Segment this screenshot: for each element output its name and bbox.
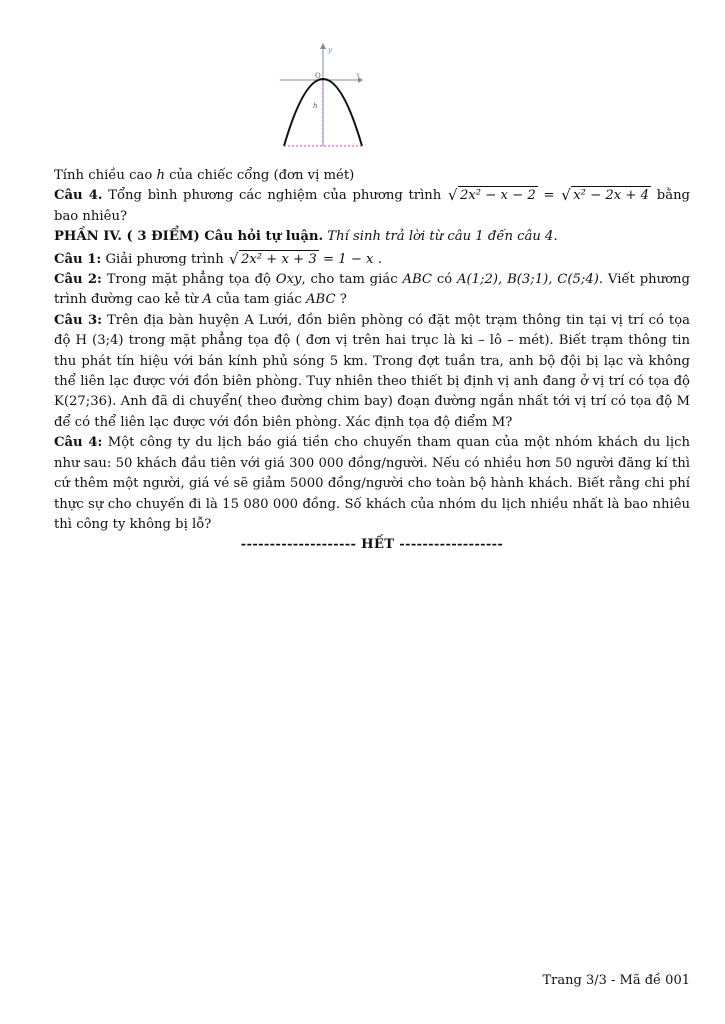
question-label: Câu 4: (54, 435, 103, 451)
question-text: Giải phương trình (101, 251, 228, 267)
equals-sign: = (537, 188, 561, 204)
document-body (54, 166, 690, 556)
question-text: Trên địa bàn huyện A Lưới, đồn biên phòng có đặt một trạm thông tin tại vị trí có tọa độ H (3;4) trong mặt phẳng tọa độ ( đơn vị trên hai trục là ki – lô – mét). Biết trạm thông tin thu phát tín hiệu với bán kính phủ sóng 5 km. Trong đợt tuần tra, anh bộ đội bị lạc và không thể liên lạc được với đồn biên phòng. Tuy nhiên theo thiết bị định vị anh đang ở vị trí có tọa độ K(27;36). Anh đã di chuyển( theo đường chim bay) đoạn đường ngắn nhất tới vị trí có tọa độ M để có thể liên lạc được với đồn biên phòng. Xác định tọa độ điểm M? (54, 312, 690, 430)
triangle-symbol: ABC (305, 292, 336, 308)
y-axis-arrow (320, 43, 326, 49)
x-axis-label: x (356, 71, 360, 79)
question-label: Câu 3: (54, 312, 103, 328)
sqrt-expression-2: √ x² − 2x + 4 (562, 186, 651, 206)
pre-text: Tính chiều cao (54, 168, 157, 183)
height-label: h (313, 102, 318, 110)
equation-rhs: = 1 − x (318, 251, 374, 267)
sqrt-expression: √ 2x² + x + 3 (230, 250, 319, 270)
parabola-figure (270, 40, 380, 152)
oxy-symbol: Oxy (275, 272, 302, 288)
part-4-title: PHẦN IV. ( 3 ĐIỂM) Câu hỏi tự luận. (54, 229, 324, 245)
y-axis-label: y (328, 46, 332, 54)
triangle-symbol: ABC (402, 272, 432, 288)
sqrt-expression-1: √ 2x² − x − 2 (449, 186, 538, 206)
vertex-symbol: A (202, 292, 212, 308)
question-text: Tổng bình phương các nghiệm của phương trình (102, 188, 447, 204)
essay-question-3 (54, 311, 690, 433)
question-label: Câu 2: (54, 272, 102, 288)
essay-question-1: Câu 1: Giải phương trình √ 2x² + x + 3 = 1 − x . (54, 250, 690, 270)
essay-question-2: Câu 2: Trong mặt phẳng tọa độ Oxy, cho tam giác ABC có A(1;2), B(3;1), C(5;4). Viết phương trình đường cao kẻ từ A của tam giác ABC ? (54, 272, 690, 308)
part-4-instruction: Thí sinh trả lời từ câu 1 đến câu 4. (323, 229, 558, 245)
pre-text-2: của chiếc cổng (đơn vị mét) (164, 168, 355, 183)
parabola-diagram (270, 40, 380, 152)
part-4-heading (54, 227, 690, 247)
gate-height-question (54, 166, 690, 186)
h-symbol: h (156, 168, 165, 183)
question-label: Câu 4. (54, 188, 103, 204)
essay-question-4 (54, 433, 690, 535)
question-4a (54, 186, 690, 227)
page-footer: Trang 3/3 - Mã đề 001 (542, 973, 690, 988)
end-marker: -------------------- HẾT ------------------ (240, 537, 504, 553)
point-coordinates: A(1;2), B(3;1), C(5;4) (457, 272, 599, 288)
question-label: Câu 1: (54, 251, 102, 267)
question-text-end: bằng bao nhiêu? (54, 188, 690, 224)
question-text: Một công ty du lịch báo giá tiền cho chuyến tham quan của một nhóm khách du lịch như sau: 50 khách đầu tiên với giá 300 000 đồng/người. Nếu có nhiều hơn 50 người đăng kí thì cứ thêm một người, giá vé sẽ giảm 5000 đồng/người cho toàn bộ hành khách. Biết rằng chi phí thực sự cho chuyến đi là 15 080 000 đồng. Số khách của nhóm du lịch nhiều nhất là bao nhiêu thì công ty không bị lỗ? (54, 435, 691, 532)
origin-label: O (315, 72, 321, 80)
